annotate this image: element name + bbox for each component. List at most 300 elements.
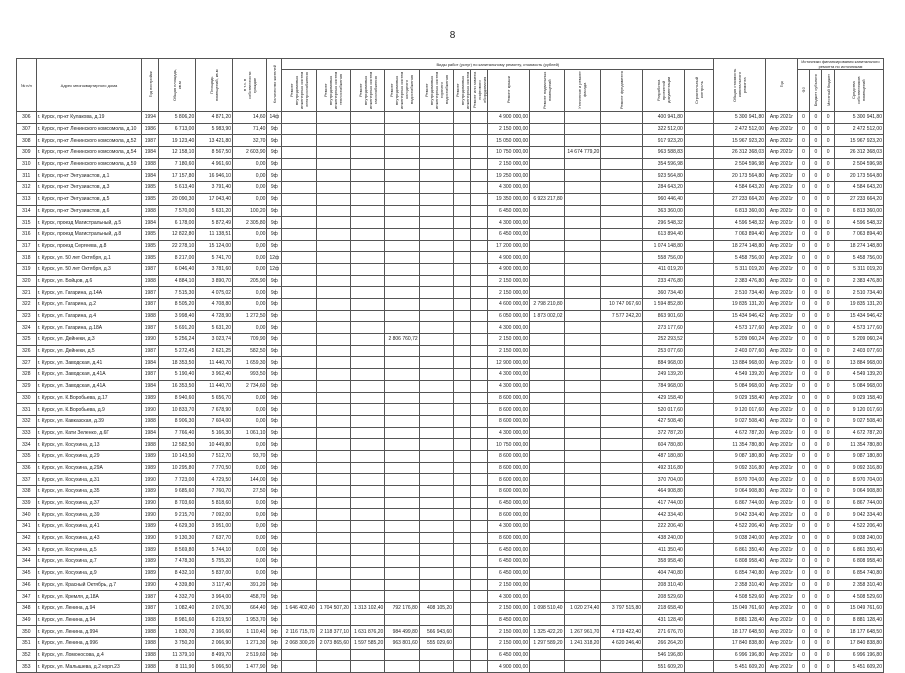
row-year: 1990	[142, 474, 159, 486]
row-number: 348	[17, 602, 37, 614]
row-work-cost	[316, 182, 350, 194]
row-work-cost: 613 894,40	[643, 228, 685, 240]
row-living-area: 11 440,70	[196, 357, 233, 369]
row-residents: 9ф	[267, 334, 282, 346]
row-fund-2: 0	[810, 462, 822, 474]
row-work-cost	[385, 147, 419, 159]
row-fund-3: 0	[822, 649, 834, 661]
row-living-area: 5 631,20	[196, 322, 233, 334]
row-work-cost	[454, 626, 471, 638]
row-fund-2: 0	[810, 556, 822, 568]
row-work-cost	[564, 544, 601, 556]
row-work-cost	[530, 334, 564, 346]
row-fund-3: 0	[822, 147, 834, 159]
row-work-cost	[454, 310, 471, 322]
row-work-cost	[282, 497, 316, 509]
row-work-cost	[419, 532, 453, 544]
row-living-area-owned: 0,00	[233, 252, 267, 264]
row-living-area-owned: 0,00	[233, 392, 267, 404]
row-work-cost	[684, 158, 714, 170]
row-work-cost	[601, 439, 643, 451]
row-work-cost	[350, 123, 384, 135]
table-row	[17, 182, 884, 194]
row-fund-3: 0	[822, 263, 834, 275]
row-fund-2: 0	[810, 591, 822, 603]
row-work-cost	[530, 392, 564, 404]
row-work-cost	[684, 228, 714, 240]
row-fund-3: 0	[822, 462, 834, 474]
row-work-cost: 222 206,40	[643, 521, 685, 533]
row-living-area-owned: 32,70	[233, 135, 267, 147]
row-work-cost	[454, 661, 471, 673]
row-work-cost	[282, 240, 316, 252]
table-row	[17, 217, 884, 229]
row-work-cost	[419, 591, 453, 603]
row-work-cost: 923 564,80	[643, 170, 685, 182]
row-work-cost: 427 508,40	[643, 415, 685, 427]
row-work-cost	[350, 497, 384, 509]
row-total-area: 4 884,10	[159, 275, 196, 287]
row-fund-1: 0	[797, 556, 809, 568]
row-work-cost	[316, 205, 350, 217]
row-work-cost	[564, 158, 601, 170]
row-work-cost	[684, 532, 714, 544]
row-living-area: 7 092,00	[196, 509, 233, 521]
row-living-area-owned: 0,00	[233, 287, 267, 299]
row-work-cost: 963 588,83	[643, 147, 685, 159]
row-work-cost	[350, 112, 384, 124]
row-work-cost	[601, 521, 643, 533]
row-fund-owners: 2 510 734,40	[834, 287, 883, 299]
row-work-cost	[454, 240, 471, 252]
row-work-cost: 6 450 000,00	[488, 556, 530, 568]
row-year: 1990	[142, 334, 159, 346]
row-number: 340	[17, 509, 37, 521]
table-row	[17, 567, 884, 579]
row-work-cost	[282, 322, 316, 334]
table-row	[17, 404, 884, 416]
row-work-cost	[316, 112, 350, 124]
row-work-cost	[454, 532, 471, 544]
row-fund-3: 0	[822, 380, 834, 392]
row-work-cost: 400 941,80	[643, 112, 685, 124]
row-residents: 9ф	[267, 240, 282, 252]
row-number: 343	[17, 544, 37, 556]
row-work-cost	[282, 661, 316, 673]
row-address: г. Курск, ул. Косухина, д.13	[36, 439, 142, 451]
row-work-cost	[471, 228, 488, 240]
table-row	[17, 661, 884, 673]
row-work-cost: 404 740,80	[643, 567, 685, 579]
row-living-area-owned: 0,00	[233, 322, 267, 334]
row-work-cost	[454, 135, 471, 147]
row-living-area: 4 075,02	[196, 287, 233, 299]
row-fund-1: 0	[797, 509, 809, 521]
row-work-cost: 1 704 507,20	[316, 602, 350, 614]
row-total-cost: 9 120 017,60	[714, 404, 766, 416]
row-work-cost	[350, 357, 384, 369]
row-work-cost	[419, 147, 453, 159]
row-work-cost	[350, 170, 384, 182]
row-work-cost	[564, 135, 601, 147]
row-work-cost	[471, 626, 488, 638]
row-fund-2: 0	[810, 322, 822, 334]
row-work-cost: 10 750 000,00	[488, 439, 530, 451]
row-work-cost	[419, 486, 453, 498]
row-work-cost	[564, 392, 601, 404]
row-work-cost: 411 019,20	[643, 263, 685, 275]
row-fund-1: 0	[797, 228, 809, 240]
table-row	[17, 357, 884, 369]
row-address: г. Курск, ул. Кати Зеленко, д.6Г	[36, 427, 142, 439]
row-work-cost	[282, 299, 316, 311]
row-work-cost	[471, 205, 488, 217]
row-work-cost: 360 734,40	[643, 287, 685, 299]
col-f2: Бюджет субъекта	[810, 70, 822, 112]
row-work-cost	[282, 147, 316, 159]
row-work-cost	[471, 345, 488, 357]
row-work-cost: 2 118 377,10	[316, 626, 350, 638]
row-year-plan: Апр 2021г	[766, 591, 798, 603]
row-fund-2: 0	[810, 369, 822, 381]
row-work-cost	[316, 474, 350, 486]
row-living-area-owned: 391,20	[233, 579, 267, 591]
row-fund-owners: 4 522 206,40	[834, 521, 883, 533]
row-living-area-owned: 0,00	[233, 532, 267, 544]
row-work-cost: 8 600 000,00	[488, 474, 530, 486]
row-work-cost	[530, 497, 564, 509]
row-living-area-owned: 664,40	[233, 602, 267, 614]
row-work-cost	[316, 345, 350, 357]
row-fund-2: 0	[810, 474, 822, 486]
row-fund-2: 0	[810, 182, 822, 194]
row-work-cost	[530, 404, 564, 416]
row-address: г. Курск, ул. Заводская, д.41А	[36, 380, 142, 392]
row-work-cost	[471, 567, 488, 579]
row-fund-3: 0	[822, 135, 834, 147]
row-work-cost	[471, 509, 488, 521]
row-work-cost	[282, 275, 316, 287]
row-work-cost: 4 300 000,00	[488, 521, 530, 533]
row-work-cost	[601, 228, 643, 240]
row-work-cost	[564, 112, 601, 124]
row-work-cost	[282, 287, 316, 299]
row-work-cost	[684, 567, 714, 579]
row-work-cost	[419, 205, 453, 217]
row-fund-owners: 5 458 756,00	[834, 252, 883, 264]
row-work-cost	[530, 275, 564, 287]
row-work-cost	[471, 334, 488, 346]
col-total-cost: Общая стоимость капитального ремонта	[714, 59, 766, 112]
row-fund-2: 0	[810, 345, 822, 357]
row-work-cost	[471, 357, 488, 369]
row-work-cost	[564, 299, 601, 311]
row-total-area: 10 833,70	[159, 404, 196, 416]
row-work-cost	[385, 158, 419, 170]
row-work-cost: 249 139,20	[643, 369, 685, 381]
row-work-cost	[454, 579, 471, 591]
row-fund-2: 0	[810, 579, 822, 591]
row-living-area-owned: 0,00	[233, 462, 267, 474]
row-living-area-owned: 1 061,10	[233, 427, 267, 439]
col-work-6: Ремонт внутридомовых инженерных систем	[454, 70, 471, 112]
row-work-cost	[564, 591, 601, 603]
col-year: Год постройки	[142, 59, 159, 112]
row-fund-2: 0	[810, 649, 822, 661]
table-row	[17, 240, 884, 252]
row-fund-owners: 9 038 240,00	[834, 532, 883, 544]
row-work-cost: 2 150 000,00	[488, 637, 530, 649]
row-fund-1: 0	[797, 637, 809, 649]
row-total-area: 3 998,40	[159, 310, 196, 322]
row-work-cost	[530, 462, 564, 474]
row-work-cost: 4 300 000,00	[488, 322, 530, 334]
row-work-cost	[471, 579, 488, 591]
row-total-area: 5 806,20	[159, 112, 196, 124]
table-row	[17, 521, 884, 533]
row-fund-owners: 6 867 744,00	[834, 497, 883, 509]
row-work-cost	[282, 404, 316, 416]
row-fund-2: 0	[810, 217, 822, 229]
row-year-plan: Апр 2021г	[766, 567, 798, 579]
row-work-cost	[316, 369, 350, 381]
row-fund-owners: 15 967 923,20	[834, 135, 883, 147]
row-year: 1987	[142, 299, 159, 311]
row-year: 1988	[142, 649, 159, 661]
table-row	[17, 310, 884, 322]
row-number: 325	[17, 334, 37, 346]
row-work-cost	[419, 263, 453, 275]
row-work-cost	[471, 275, 488, 287]
row-work-cost: 2 068 300,20	[282, 637, 316, 649]
row-work-cost	[471, 252, 488, 264]
row-fund-owners: 13 884 968,00	[834, 357, 883, 369]
row-work-cost	[684, 626, 714, 638]
table-row	[17, 602, 884, 614]
row-work-cost: 6 450 000,00	[488, 497, 530, 509]
row-work-cost	[454, 287, 471, 299]
row-work-cost	[350, 649, 384, 661]
row-number: 338	[17, 486, 37, 498]
row-fund-owners: 7 063 894,40	[834, 228, 883, 240]
row-work-cost: 8 450 000,00	[488, 614, 530, 626]
row-work-cost	[282, 556, 316, 568]
row-residents: 9ф	[267, 357, 282, 369]
row-work-cost	[316, 497, 350, 509]
row-work-cost	[419, 415, 453, 427]
row-living-area-owned: 144,00	[233, 474, 267, 486]
col-living-area-owned: в т.ч. в собственности граждан	[233, 59, 267, 112]
row-work-cost: 438 240,00	[643, 532, 685, 544]
row-year-plan: Апр 2021г	[766, 357, 798, 369]
row-work-cost	[454, 369, 471, 381]
row-residents: 9ф	[267, 228, 282, 240]
row-work-cost	[564, 380, 601, 392]
row-fund-1: 0	[797, 205, 809, 217]
row-residents: 9ф	[267, 509, 282, 521]
row-work-cost	[530, 205, 564, 217]
row-work-cost: 558 756,00	[643, 252, 685, 264]
row-number: 319	[17, 263, 37, 275]
col-residents: Количество жителей	[267, 59, 282, 112]
row-work-cost	[385, 415, 419, 427]
row-work-cost: 1 631 876,20	[350, 626, 384, 638]
row-fund-1: 0	[797, 369, 809, 381]
row-work-cost: 431 128,40	[643, 614, 685, 626]
row-work-cost	[419, 462, 453, 474]
row-work-cost	[282, 380, 316, 392]
row-work-cost	[350, 369, 384, 381]
row-total-cost: 4 596 548,32	[714, 217, 766, 229]
row-work-cost	[601, 240, 643, 252]
row-work-cost	[601, 462, 643, 474]
row-work-cost: 354 596,98	[643, 158, 685, 170]
row-work-cost: 2 150 000,00	[488, 602, 530, 614]
row-living-area: 3 951,00	[196, 521, 233, 533]
row-number: 320	[17, 275, 37, 287]
row-work-cost: 411 350,40	[643, 544, 685, 556]
row-address: г. Курск, ул. К.Воробьева, д.17	[36, 392, 142, 404]
row-address: г. Курск, ул. Заводская, д.41	[36, 357, 142, 369]
row-total-cost: 8 970 704,00	[714, 474, 766, 486]
row-year-plan: Апр 2021г	[766, 182, 798, 194]
row-year-plan: Апр 2021г	[766, 205, 798, 217]
col-works-group: Виды работ (услуг) по капитальному ремонту, стоимость (рублей)	[282, 59, 714, 70]
row-work-cost	[385, 439, 419, 451]
row-work-cost	[471, 369, 488, 381]
row-work-cost	[564, 252, 601, 264]
row-address: г. Курск, ул. Гагарина, д.14А	[36, 287, 142, 299]
row-work-cost	[530, 123, 564, 135]
row-work-cost: 2 798 210,80	[530, 299, 564, 311]
row-residents: 9ф	[267, 474, 282, 486]
row-fund-1: 0	[797, 567, 809, 579]
row-address: г. Курск, ул. Косухина, д.43	[36, 532, 142, 544]
row-fund-3: 0	[822, 427, 834, 439]
row-work-cost	[316, 240, 350, 252]
row-fund-2: 0	[810, 123, 822, 135]
row-total-cost: 9 092 316,80	[714, 462, 766, 474]
row-total-cost: 4 522 206,40	[714, 521, 766, 533]
row-work-cost	[684, 275, 714, 287]
row-total-cost: 13 884 968,00	[714, 357, 766, 369]
col-work-8: Ремонт крыши	[488, 70, 530, 112]
row-residents: 9ф	[267, 497, 282, 509]
row-work-cost: 551 609,20	[643, 661, 685, 673]
row-total-cost: 5 084 968,00	[714, 380, 766, 392]
row-work-cost	[530, 158, 564, 170]
row-work-cost	[684, 193, 714, 205]
row-living-area: 7 770,50	[196, 462, 233, 474]
row-address: г. Курск, ул. Косухина, д.29А	[36, 462, 142, 474]
row-work-cost	[282, 217, 316, 229]
row-fund-owners: 9 027 508,40	[834, 415, 883, 427]
row-year-plan: Апр 2021г	[766, 380, 798, 392]
row-work-cost	[601, 275, 643, 287]
row-work-cost: 363 360,00	[643, 205, 685, 217]
row-work-cost	[282, 591, 316, 603]
row-work-cost: 4 719 422,40	[601, 626, 643, 638]
row-total-cost: 6 854 740,80	[714, 567, 766, 579]
row-work-cost: 2 150 000,00	[488, 626, 530, 638]
row-number: 331	[17, 404, 37, 416]
row-work-cost: 7 577 242,20	[601, 310, 643, 322]
row-work-cost: 4 900 000,00	[488, 112, 530, 124]
row-year: 1987	[142, 322, 159, 334]
row-work-cost: 17 200 000,00	[488, 240, 530, 252]
row-total-area: 9 215,70	[159, 509, 196, 521]
row-residents: 9ф	[267, 310, 282, 322]
row-work-cost	[684, 170, 714, 182]
row-living-area: 4 708,80	[196, 299, 233, 311]
row-fund-3: 0	[822, 345, 834, 357]
row-work-cost: 417 744,00	[643, 497, 685, 509]
row-work-cost	[316, 299, 350, 311]
row-work-cost	[316, 135, 350, 147]
row-work-cost	[350, 228, 384, 240]
row-work-cost	[454, 486, 471, 498]
row-address: г. Курск, проезд Магистральный, д.8	[36, 228, 142, 240]
row-fund-owners: 4 508 529,60	[834, 591, 883, 603]
row-work-cost	[564, 649, 601, 661]
row-work-cost: 6 450 000,00	[488, 205, 530, 217]
row-living-area-owned: 0,00	[233, 509, 267, 521]
row-residents: 9ф	[267, 158, 282, 170]
row-fund-owners: 18 274 148,80	[834, 240, 883, 252]
row-work-cost	[350, 404, 384, 416]
row-work-cost	[471, 462, 488, 474]
row-work-cost	[350, 380, 384, 392]
row-work-cost	[564, 567, 601, 579]
row-work-cost	[471, 240, 488, 252]
row-year-plan: Апр 2021г	[766, 170, 798, 182]
row-fund-2: 0	[810, 334, 822, 346]
row-living-area: 8 567,50	[196, 147, 233, 159]
row-work-cost	[419, 123, 453, 135]
row-total-cost: 17 840 838,80	[714, 637, 766, 649]
row-work-cost	[564, 310, 601, 322]
col-address: Адрес многоквартирного дома	[36, 59, 142, 112]
row-work-cost	[564, 579, 601, 591]
row-work-cost	[350, 310, 384, 322]
row-year: 1989	[142, 567, 159, 579]
row-work-cost	[350, 205, 384, 217]
row-living-area: 2 066,90	[196, 637, 233, 649]
row-number: 351	[17, 637, 37, 649]
row-residents: 9ф	[267, 170, 282, 182]
row-year-plan: Апр 2021г	[766, 450, 798, 462]
table-row	[17, 170, 884, 182]
row-living-area: 4 729,50	[196, 474, 233, 486]
row-living-area: 2 076,30	[196, 602, 233, 614]
row-fund-1: 0	[797, 322, 809, 334]
row-living-area-owned: 14,60	[233, 112, 267, 124]
row-work-cost	[530, 252, 564, 264]
row-residents: 9ф	[267, 567, 282, 579]
row-fund-3: 0	[822, 532, 834, 544]
row-work-cost: 487 180,80	[643, 450, 685, 462]
row-fund-owners: 2 358 310,40	[834, 579, 883, 591]
row-year: 1988	[142, 439, 159, 451]
row-number: 322	[17, 299, 37, 311]
row-residents: 9ф	[267, 450, 282, 462]
row-work-cost: 358 958,40	[643, 556, 685, 568]
table-row	[17, 158, 884, 170]
row-work-cost: 2 150 000,00	[488, 123, 530, 135]
row-work-cost	[282, 228, 316, 240]
row-residents: 9ф	[267, 544, 282, 556]
row-number: 345	[17, 567, 37, 579]
